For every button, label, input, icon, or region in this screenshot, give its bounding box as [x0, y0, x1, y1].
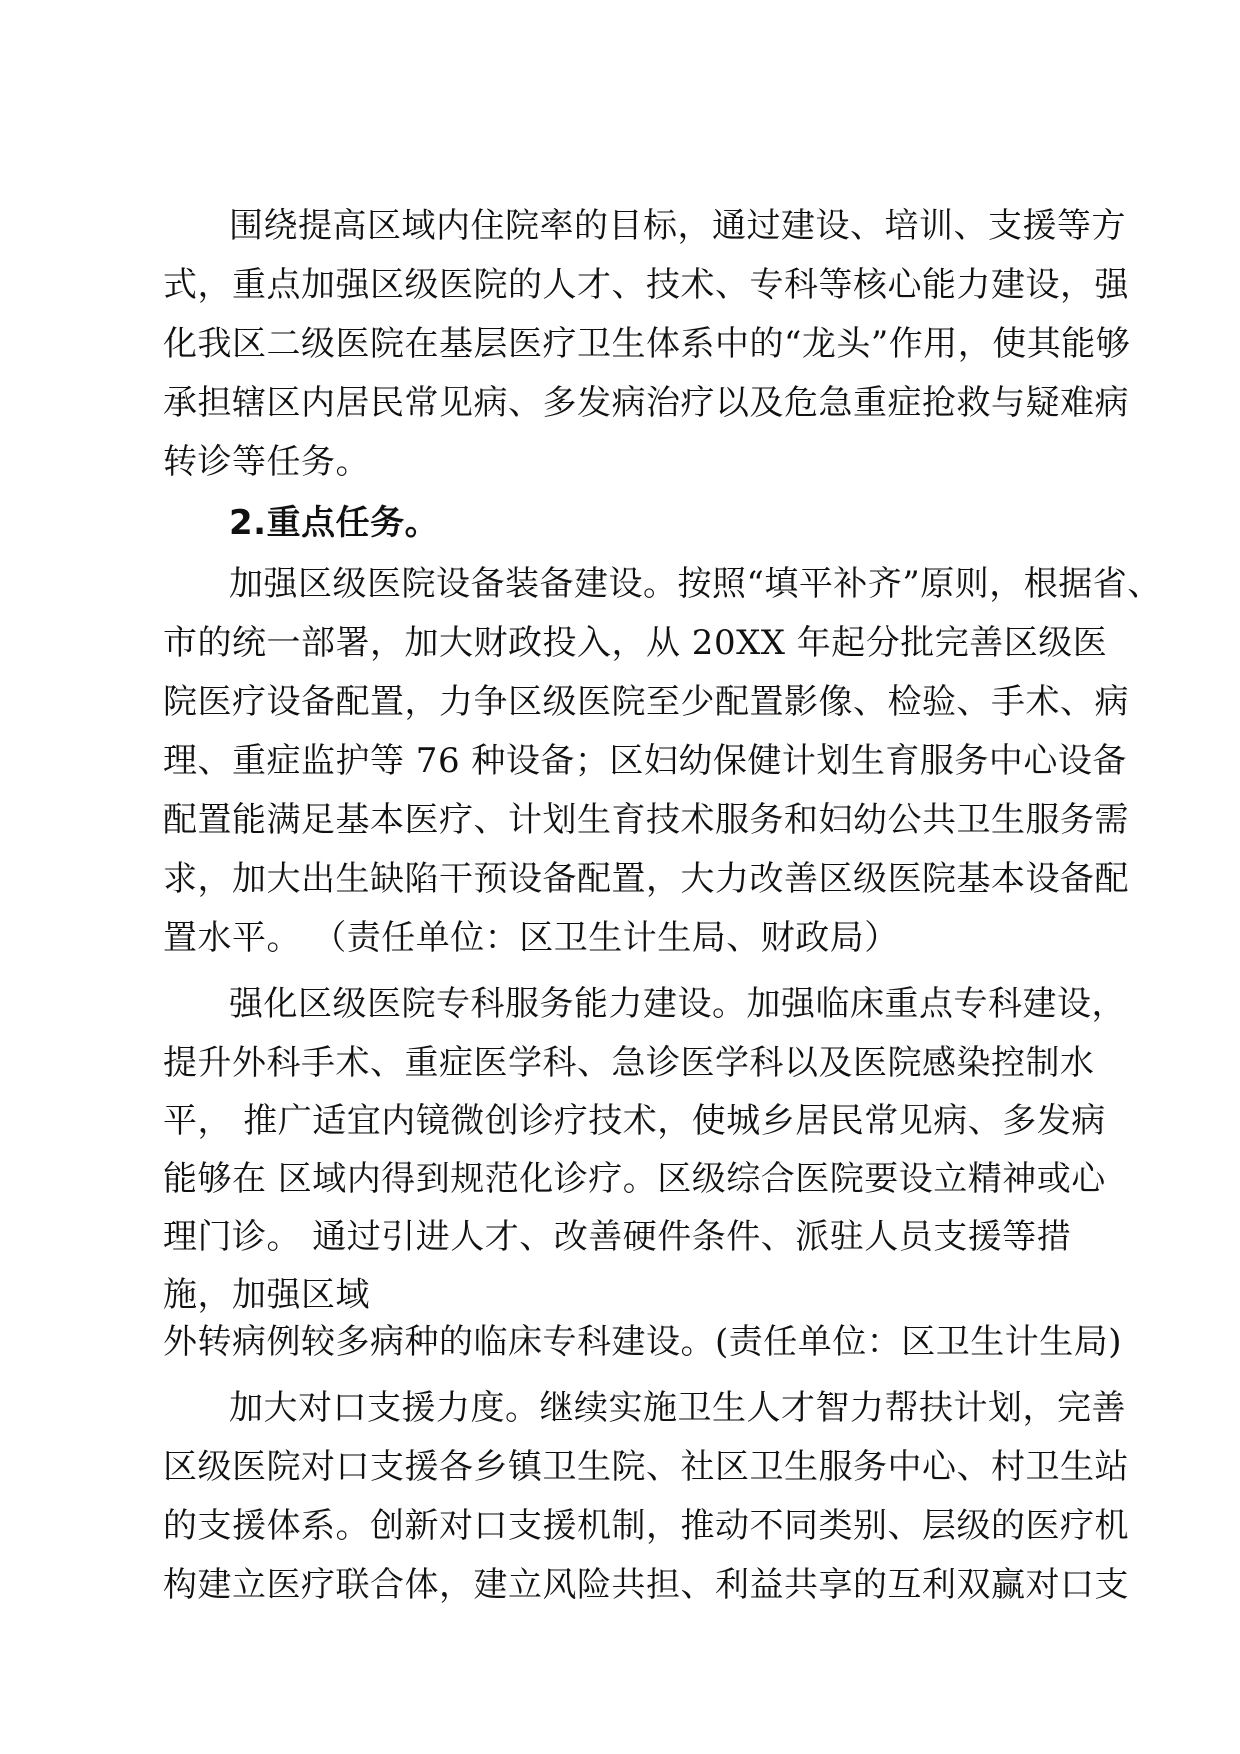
paragraph-line: 加大对口支援力度。继续实施卫生人才智力帮扶计划，完善: [229, 1388, 1126, 1428]
paragraph-line: 理、重症监护等 76 种设备；区妇幼保健计划生育服务中心设备: [163, 741, 1127, 781]
paragraph-line: 市的统一部署，加大财政投入，从 20XX 年起分批完善区级医: [163, 623, 1108, 663]
paragraph-line: 平， 推广适宜内镜微创诊疗技术，使城乡居民常见病、多发病: [163, 1101, 1106, 1141]
paragraph-line: 构建立医疗联合体，建立风险共担、利益共享的互利双赢对口支: [163, 1565, 1129, 1605]
paragraph-line: 化我区二级医院在基层医疗卫生体系中的“龙头”作用，使其能够: [163, 324, 1131, 364]
paragraph-line: 围绕提高区域内住院率的目标，通过建设、培训、支援等方: [229, 206, 1126, 246]
paragraph-line: 提升外科手术、重症医学科、急诊医学科以及医院感染控制水: [163, 1043, 1095, 1083]
paragraph-line: 外转病例较多病种的临床专科建设。(责任单位：区卫生计生局): [163, 1322, 1123, 1362]
section-heading: 2.重点任务。: [229, 503, 440, 543]
paragraph-line: 施，加强区域: [163, 1275, 370, 1315]
paragraph-line: 配置能满足基本医疗、计划生育技术服务和妇幼公共卫生服务需: [163, 800, 1129, 840]
paragraph-line: 转诊等任务。: [163, 442, 370, 482]
paragraph-line: 加强区级医院设备装备建设。按照“填平补齐”原则，根据省、: [229, 564, 1162, 604]
paragraph-line: 式，重点加强区级医院的人才、技术、专科等核心能力建设，强: [163, 265, 1129, 305]
paragraph-line: 承担辖区内居民常见病、多发病治疗以及危急重症抢救与疑难病: [163, 383, 1129, 423]
paragraph-line: 能够在 区域内得到规范化诊疗。区级综合医院要设立精神或心: [163, 1159, 1106, 1199]
paragraph-line: 置水平。 （责任单位：区卫生计生局、财政局）: [163, 918, 899, 958]
paragraph-line: 强化区级医院专科服务能力建设。加强临床重点专科建设，: [229, 984, 1126, 1024]
paragraph-line: 区级医院对口支援各乡镇卫生院、社区卫生服务中心、村卫生站: [163, 1447, 1129, 1487]
paragraph-line: 理门诊。 通过引进人才、改善硬件条件、派驻人员支援等措: [163, 1217, 1072, 1257]
paragraph-line: 的支援体系。创新对口支援机制，推动不同类别、层级的医疗机: [163, 1506, 1129, 1546]
paragraph-line: 求，加大出生缺陷干预设备配置，大力改善区级医院基本设备配: [163, 859, 1129, 899]
paragraph-line: 院医疗设备配置，力争区级医院至少配置影像、检验、手术、病: [163, 682, 1129, 722]
